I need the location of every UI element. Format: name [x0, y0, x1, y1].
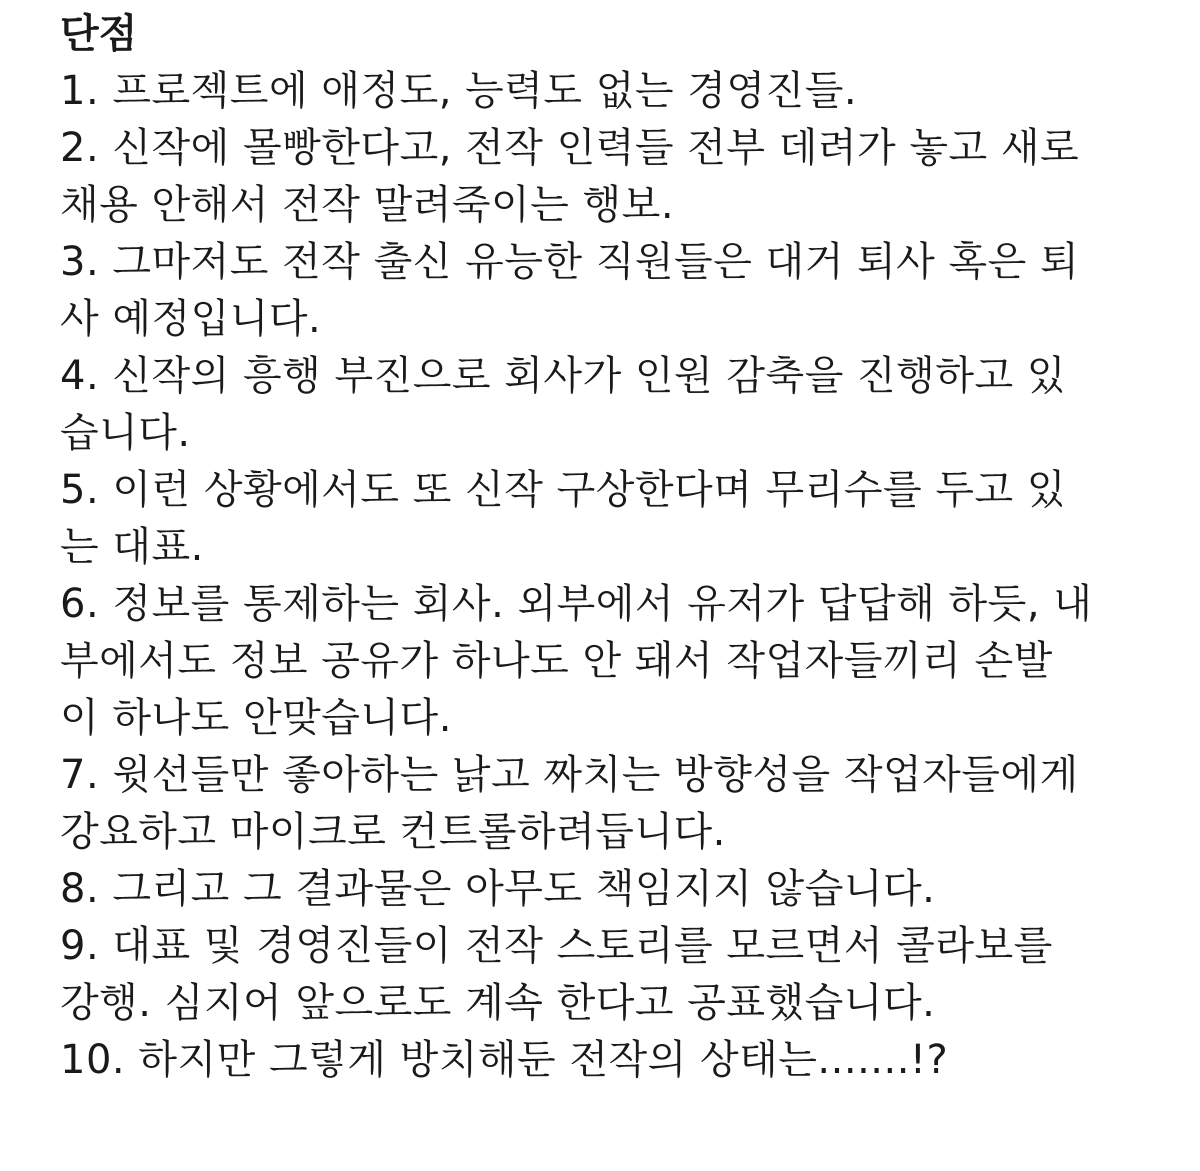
item-text-line: 7. 윗선들만 좋아하는 낡고 짜치는 방향성을 작업자들에게 — [60, 752, 1079, 798]
list-item-7 — [60, 747, 1180, 861]
item-text-line: 3. 그마저도 전작 출신 유능한 직원들은 대거 퇴사 혹은 퇴 — [60, 239, 1080, 285]
item-text-line: 이 하나도 안맞습니다. — [60, 695, 452, 741]
item-text-line: 9. 대표 및 경영진들이 전작 스토리를 모르면서 콜라보를 — [60, 923, 1053, 969]
list-item-3 — [60, 234, 1180, 348]
item-text-line: 사 예정입니다. — [60, 296, 322, 342]
list-item-2 — [60, 120, 1180, 234]
document — [60, 6, 1180, 1089]
list-item-6 — [60, 576, 1180, 747]
item-text-line: 1. 프로젝트에 애정도, 능력도 없는 경영진들. — [60, 68, 858, 114]
item-text-line: 강요하고 마이크로 컨트롤하려듭니다. — [60, 809, 726, 855]
item-text-line: 강행. 심지어 앞으로도 계속 한다고 공표했습니다. — [60, 980, 936, 1026]
list-item-8 — [60, 861, 1180, 918]
list-item-9 — [60, 918, 1180, 1032]
item-text-line: 부에서도 정보 공유가 하나도 안 돼서 작업자들끼리 손발 — [60, 638, 1053, 684]
item-text-line: 4. 신작의 흥행 부진으로 회사가 인원 감축을 진행하고 있 — [60, 353, 1066, 399]
item-text-line: 6. 정보를 통제하는 회사. 외부에서 유저가 답답해 하듯, 내 — [60, 581, 1093, 627]
document-title: 단점 — [60, 11, 138, 57]
item-text-line: 10. 하지만 그렇게 방치해둔 전작의 상태는.......!? — [60, 1037, 949, 1083]
list-item-1 — [60, 63, 1180, 120]
item-text-line: 는 대표. — [60, 524, 204, 570]
item-text-line: 5. 이런 상황에서도 또 신작 구상한다며 무리수를 두고 있 — [60, 467, 1066, 513]
item-text-line: 2. 신작에 몰빵한다고, 전작 인력들 전부 데려가 놓고 새로 — [60, 125, 1080, 171]
item-text-line: 습니다. — [60, 410, 191, 456]
list-item-10 — [60, 1032, 1180, 1089]
item-text-line: 채용 안해서 전작 말려죽이는 행보. — [60, 182, 675, 228]
list-item-4 — [60, 348, 1180, 462]
list-item-5 — [60, 462, 1180, 576]
item-text-line: 8. 그리고 그 결과물은 아무도 책임지지 않습니다. — [60, 866, 936, 912]
